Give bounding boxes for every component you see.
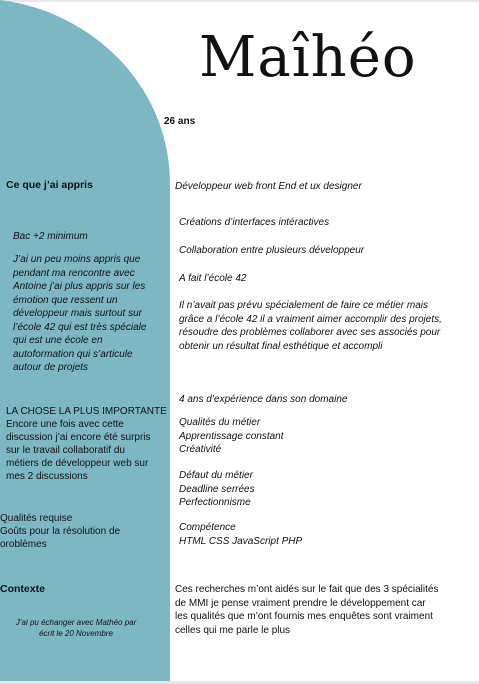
bac-requirement: Bac +2 minimum	[13, 231, 88, 242]
item-school: A fait l’école 42	[179, 273, 247, 284]
job-defects: Défaut du métier Deadline serrées Perfectionnisme	[179, 470, 255, 508]
item-interfaces: Créations d’interfaces intéractives	[179, 217, 330, 228]
context-label: Contexte	[0, 583, 45, 595]
job-title: Développeur web front End et ux designer	[175, 181, 362, 192]
experience: 4 ans d’expérience dans son domaine	[179, 394, 348, 405]
learned-label: Ce que j’ai appris	[6, 179, 93, 191]
context-text: J’ai pu échanger avec Mathéo par écrit le 20 Novembre	[15, 618, 137, 638]
skills: Compétence HTML CSS JavaScript PHP	[179, 522, 303, 547]
person-age: 26 ans	[164, 116, 196, 127]
item-collaboration: Collaboration entre plusieurs développeur	[179, 245, 365, 256]
person-name: Maîhéo	[199, 25, 417, 90]
learned-text: J’ai un peu moins appris que pendant ma rencontre avec Antoine j’ai plus appris sur les émotion que ressent un développeur mais surtout sur l’école 42 qui est très spéciale qui est une école en autoformation qui s’articule autour de projets	[13, 254, 147, 373]
job-qualities: Qualités du métier Apprentissage constant Créativité	[179, 417, 284, 455]
career-paragraph: Il n’avait pas prévu spécialement de faire ce métier mais grâce a l’école 42 il a vraiment aimer accomplir des projets, résoudre des problèmes collaborer avec ses associés pour obtenir un résultat final esthétique et accompli	[179, 300, 442, 352]
important-text: Encore une fois avec cette discussion j’ai encore été surpris sur le travail collaboratif du métiers de développeur web sur mes 2 discussions	[6, 419, 151, 482]
qualities-required: Qualités requise Goûts pour la résolution de oroblèmes	[0, 513, 121, 550]
conclusion: Ces recherches m’ont aidés sur le fait que des 3 spécialités de MMI je pense vraiment prendre le développement car les qualités que m’ont fournis mes enquêtes sont vraiment celles qui me parle le plus	[175, 584, 439, 636]
important-label: LA CHOSE LA PLUS IMPORTANTE	[6, 406, 167, 417]
